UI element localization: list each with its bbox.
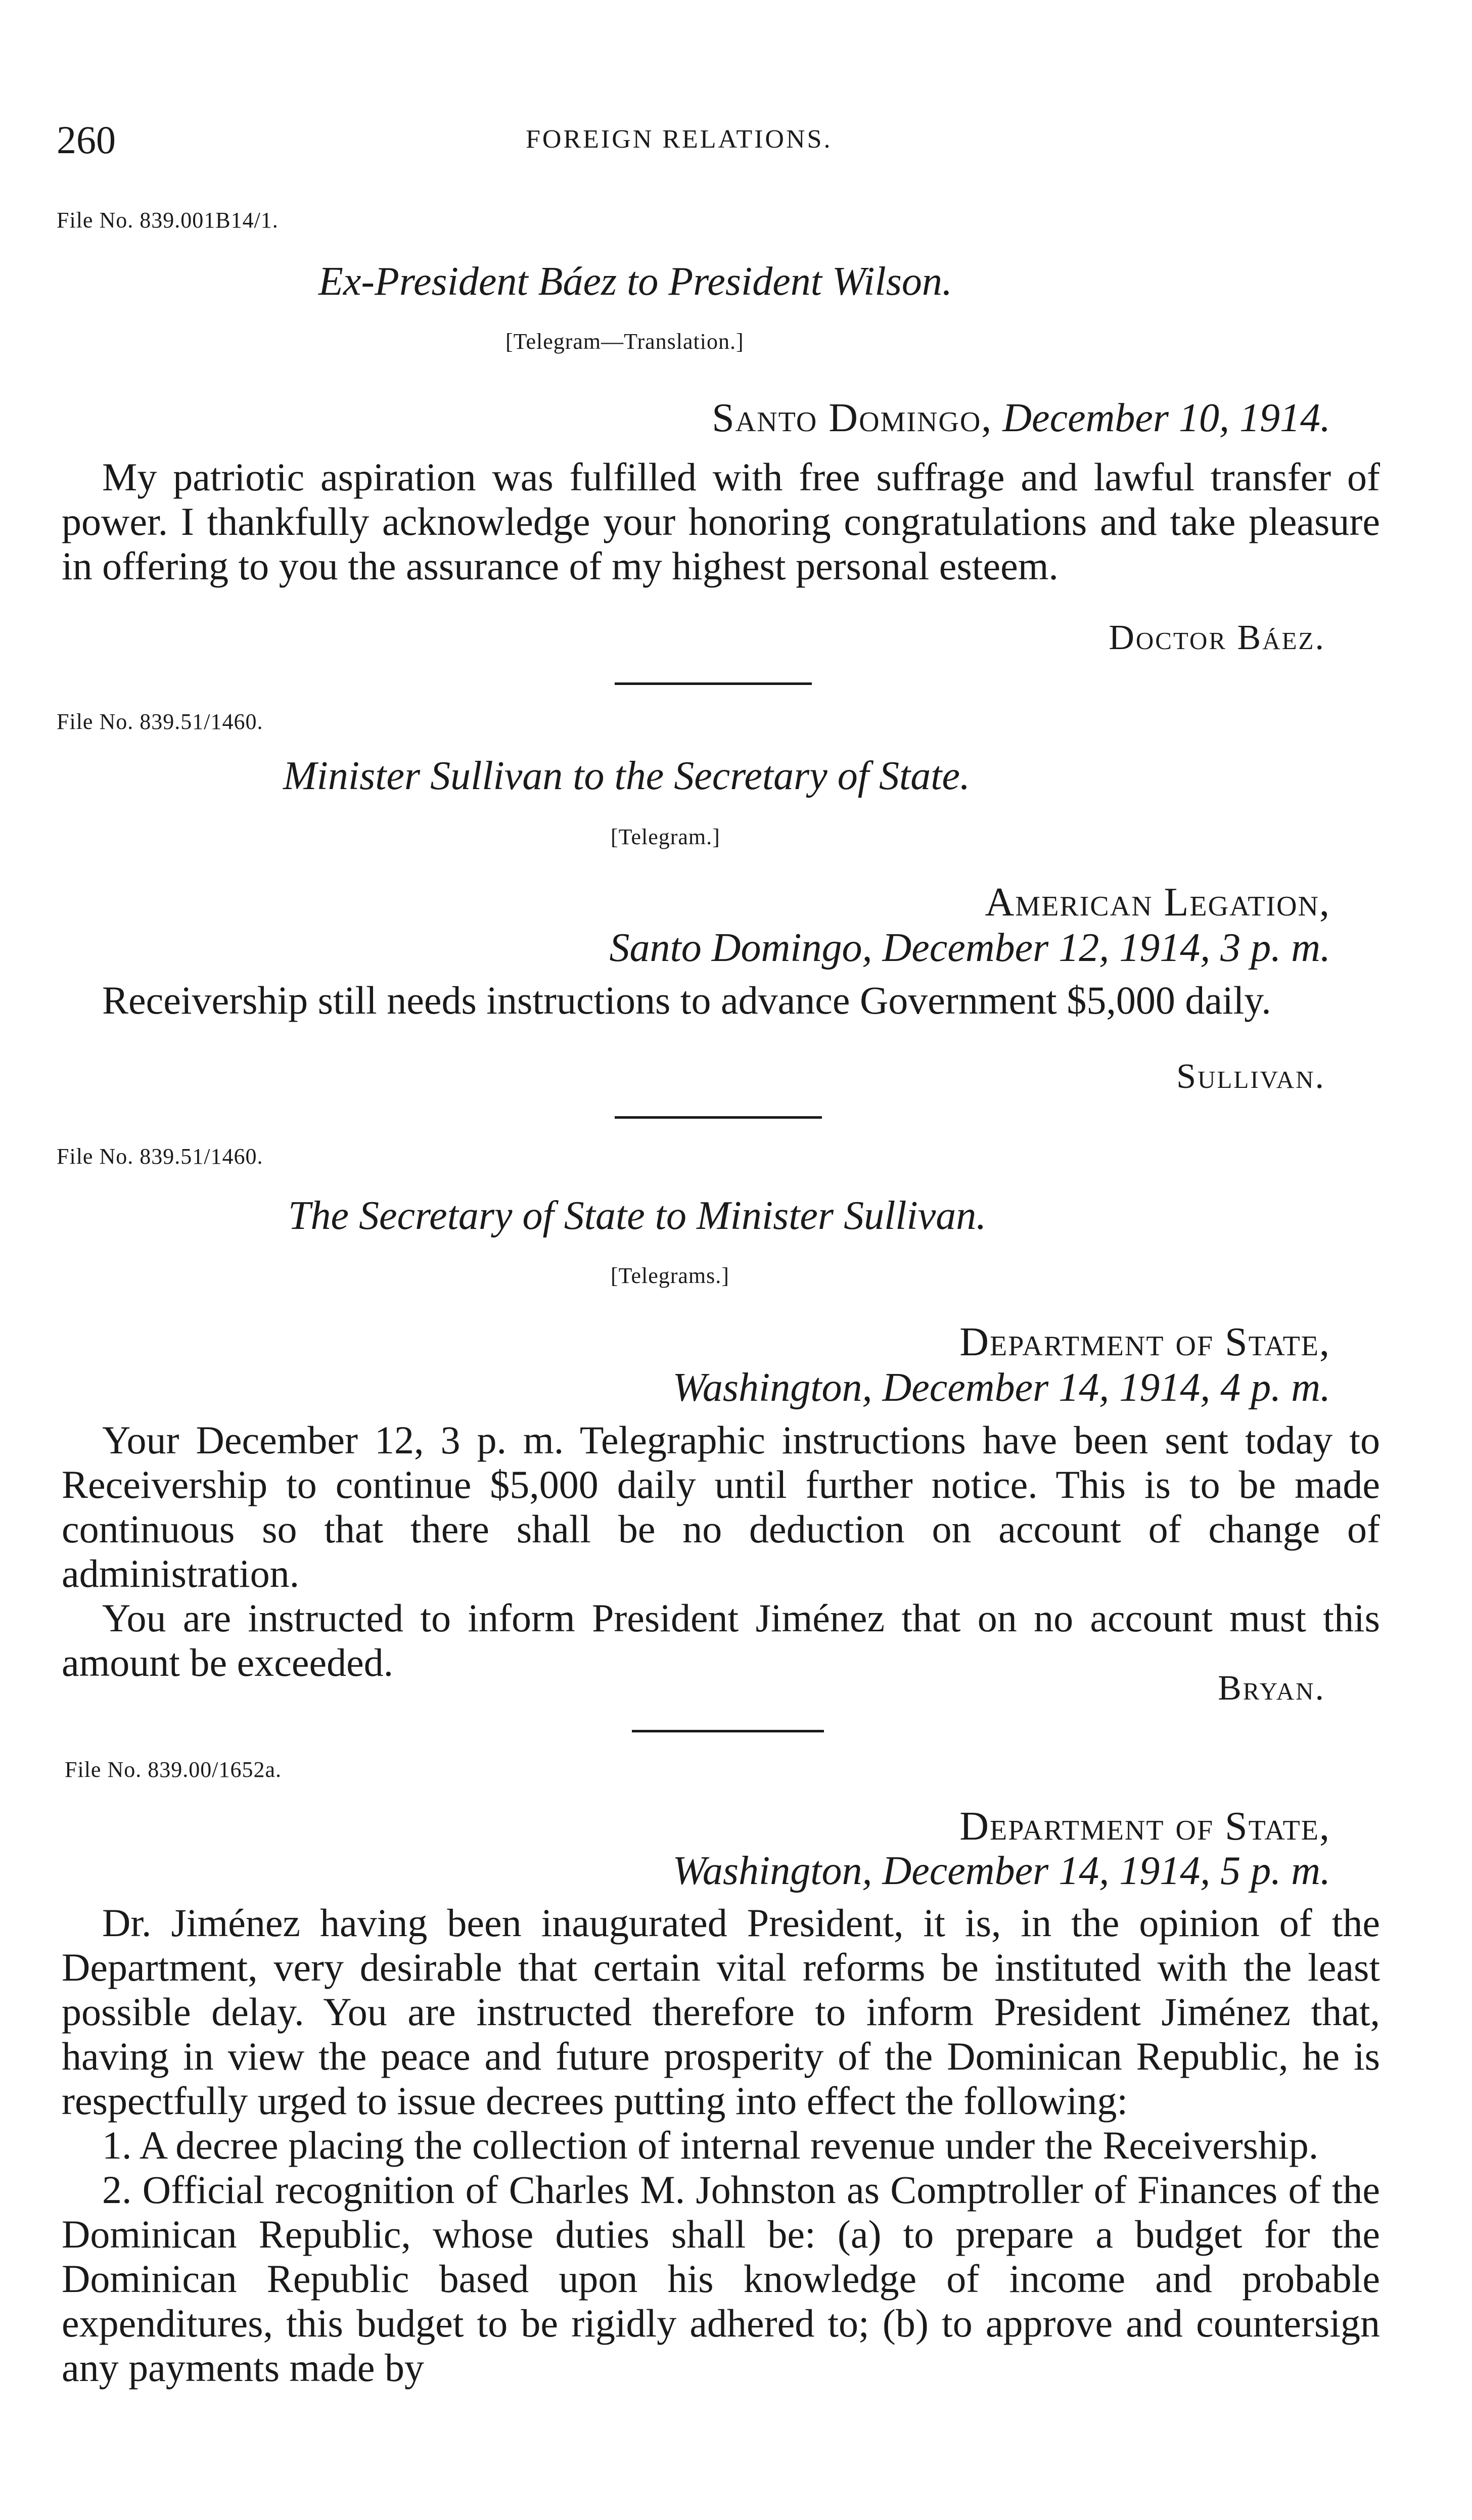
dateline-line1: American Legation, <box>985 880 1330 925</box>
running-head: FOREIGN RELATIONS. <box>526 125 833 154</box>
body-paragraph: Dr. Jiménez having been inaugurated President, it is, in the opinion of the Department, very desirable that certain vital reforms be instituted with the least possible delay. You are instructed therefore to inform President Jiménez that, having in view the peace and future prosperity of the Dominican Republic, he is respectfully urged to issue decrees putting into effect the following: <box>62 1901 1380 2123</box>
file-number: File No. 839.51/1460. <box>57 709 263 734</box>
telegram-note: [Telegrams.] <box>611 1263 729 1288</box>
dateline-date: December 10, 1914. <box>1002 396 1330 440</box>
section-divider <box>615 1116 822 1119</box>
list-item: 2. Official recognition of Charles M. Johnston as Comptroller of Finances of the Dominican Republic, whose duties shall be: (a) to prepare a budget for the Dominican Republic based upon his knowledge of income and probable expenditures, this budget to be rigidly adhered to; (b) to approve and countersign any payments made by <box>62 2168 1380 2390</box>
dateline <box>712 395 1330 441</box>
document-body <box>62 1901 1380 2390</box>
body-paragraph: You are instructed to inform President Jiménez that on no account must this amount be exceeded. <box>62 1596 1380 1684</box>
document-body <box>62 455 1380 588</box>
document-title: The Secretary of State to Minister Sullivan. <box>288 1194 987 1238</box>
signature: Sullivan. <box>1176 1057 1325 1096</box>
document-body <box>62 1418 1380 1685</box>
file-number: File No. 839.00/1652a. <box>65 1757 282 1782</box>
dateline-line2: Washington, December 14, 1914, 5 p. m. <box>672 1849 1330 1893</box>
signature: Bryan. <box>1218 1669 1325 1708</box>
section-divider <box>615 682 812 685</box>
page-number: 260 <box>57 118 116 162</box>
dateline-line2: Santo Domingo, December 12, 1914, 3 p. m. <box>609 926 1330 970</box>
signature: Doctor Báez. <box>1109 618 1325 657</box>
file-number: File No. 839.001B14/1. <box>57 208 279 233</box>
section-divider <box>632 1730 824 1732</box>
telegram-note: [Telegram.] <box>611 824 720 849</box>
list-item: 1. A decree placing the collection of internal revenue under the Receivership. <box>102 2123 1319 2167</box>
dateline-line1: Department of State, <box>959 1804 1330 1849</box>
dateline-line2: Washington, December 14, 1914, 4 p. m. <box>672 1365 1330 1410</box>
telegram-note: [Telegram—Translation.] <box>505 329 744 354</box>
document-title: Ex-President Báez to President Wilson. <box>318 259 952 304</box>
body-paragraph: Receivership still needs instructions to advance Government $5,000 daily. <box>102 978 1271 1022</box>
document-title: Minister Sullivan to the Secretary of State. <box>283 754 970 798</box>
body-paragraph: Your December 12, 3 p. m. Telegraphic instructions have been sent today to Receivership to continue $5,000 daily until further notice. This is to be made continuous so that there shall be no deduction on account of change of administration. <box>62 1418 1380 1595</box>
dateline-place: Santo Domingo, <box>712 396 993 440</box>
file-number: File No. 839.51/1460. <box>57 1144 263 1169</box>
body-paragraph: My patriotic aspiration was fulfilled with free suffrage and lawful transfer of power. I thankfully acknowledge your honoring congratulations and take pleasure in offering to you the assurance of my highest personal esteem. <box>62 455 1380 588</box>
dateline-line1: Department of State, <box>959 1320 1330 1364</box>
document-body <box>62 978 1380 1023</box>
